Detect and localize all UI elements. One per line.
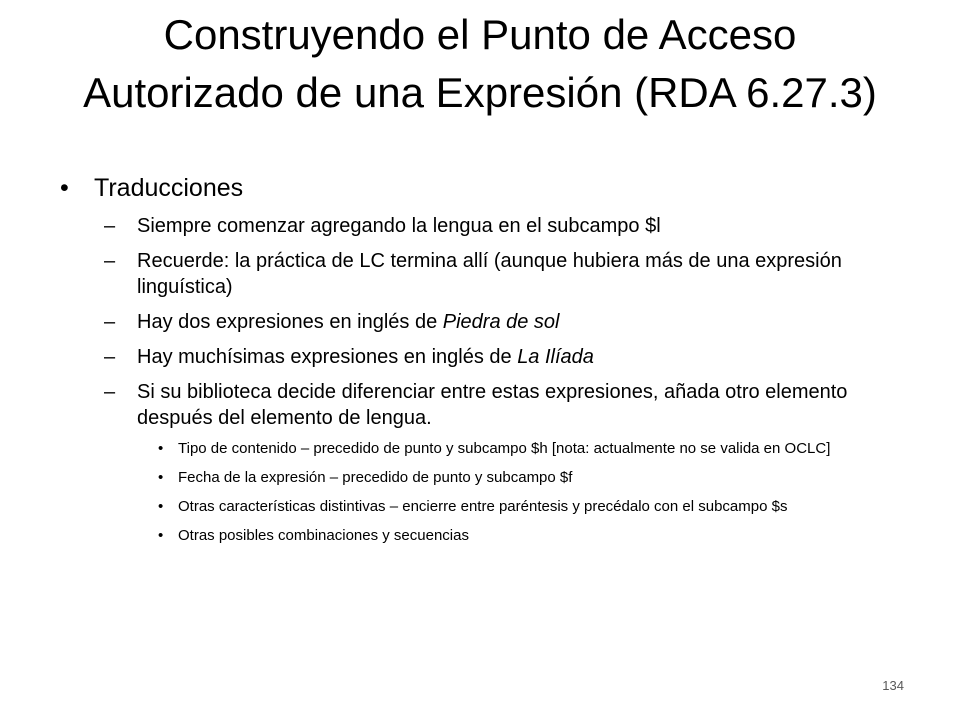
work-title-italic: Piedra de sol bbox=[442, 311, 560, 333]
sub-item-text: Si su biblioteca decide diferenciar entre estas expresiones, añada otro elemento después del elemento de lengua. bbox=[137, 381, 848, 429]
sub-item bbox=[60, 309, 910, 335]
work-title-italic: La Ilíada bbox=[517, 346, 594, 368]
sub-item-text: Hay muchísimas expresiones en inglés de bbox=[137, 346, 518, 368]
sub-sub-item-text: Tipo de contenido – precedido de punto y subcampo $h [nota: actualmente no se valida en OCLC] bbox=[178, 440, 831, 457]
slide-body bbox=[60, 172, 910, 547]
sub-sub-item-text: Fecha de la expresión – precedido de punto y subcampo $f bbox=[178, 469, 573, 486]
sub-item-text: Hay dos expresiones en inglés de bbox=[137, 311, 443, 333]
sub-sub-item bbox=[60, 467, 910, 489]
bullet-item-text: Traducciones bbox=[94, 174, 244, 202]
dash-icon: – bbox=[104, 346, 116, 368]
dash-icon: – bbox=[104, 311, 116, 333]
bullet-dot-icon: • bbox=[158, 527, 164, 544]
bullet-item bbox=[60, 172, 910, 204]
bullet-dot-icon: • bbox=[158, 469, 164, 486]
sub-item bbox=[60, 248, 910, 300]
sub-sub-item bbox=[60, 438, 910, 460]
sub-item-text: Siempre comenzar agregando la lengua en el subcampo $l bbox=[137, 215, 661, 237]
sub-item bbox=[60, 213, 910, 239]
page-number: 134 bbox=[882, 678, 904, 693]
sub-sub-item bbox=[60, 496, 910, 518]
dash-icon: – bbox=[104, 215, 116, 237]
slide-title: Construyendo el Punto de Acceso Autorizado de una Expresión (RDA 6.27.3) bbox=[83, 11, 877, 116]
sub-item bbox=[60, 379, 910, 431]
bullet-dot-icon: • bbox=[60, 174, 69, 202]
dash-icon: – bbox=[104, 250, 116, 272]
bullet-dot-icon: • bbox=[158, 498, 164, 515]
sub-item bbox=[60, 344, 910, 370]
dash-icon: – bbox=[104, 381, 116, 403]
sub-item-text: Recuerde: la práctica de LC termina allí (aunque hubiera más de una expresión linguística) bbox=[137, 250, 842, 298]
sub-sub-item-text: Otras posibles combinaciones y secuencias bbox=[178, 527, 469, 544]
bullet-dot-icon: • bbox=[158, 440, 164, 457]
sub-sub-item-text: Otras características distintivas – encierre entre paréntesis y precédalo con el subcampo $s bbox=[178, 498, 788, 515]
sub-sub-item bbox=[60, 525, 910, 547]
